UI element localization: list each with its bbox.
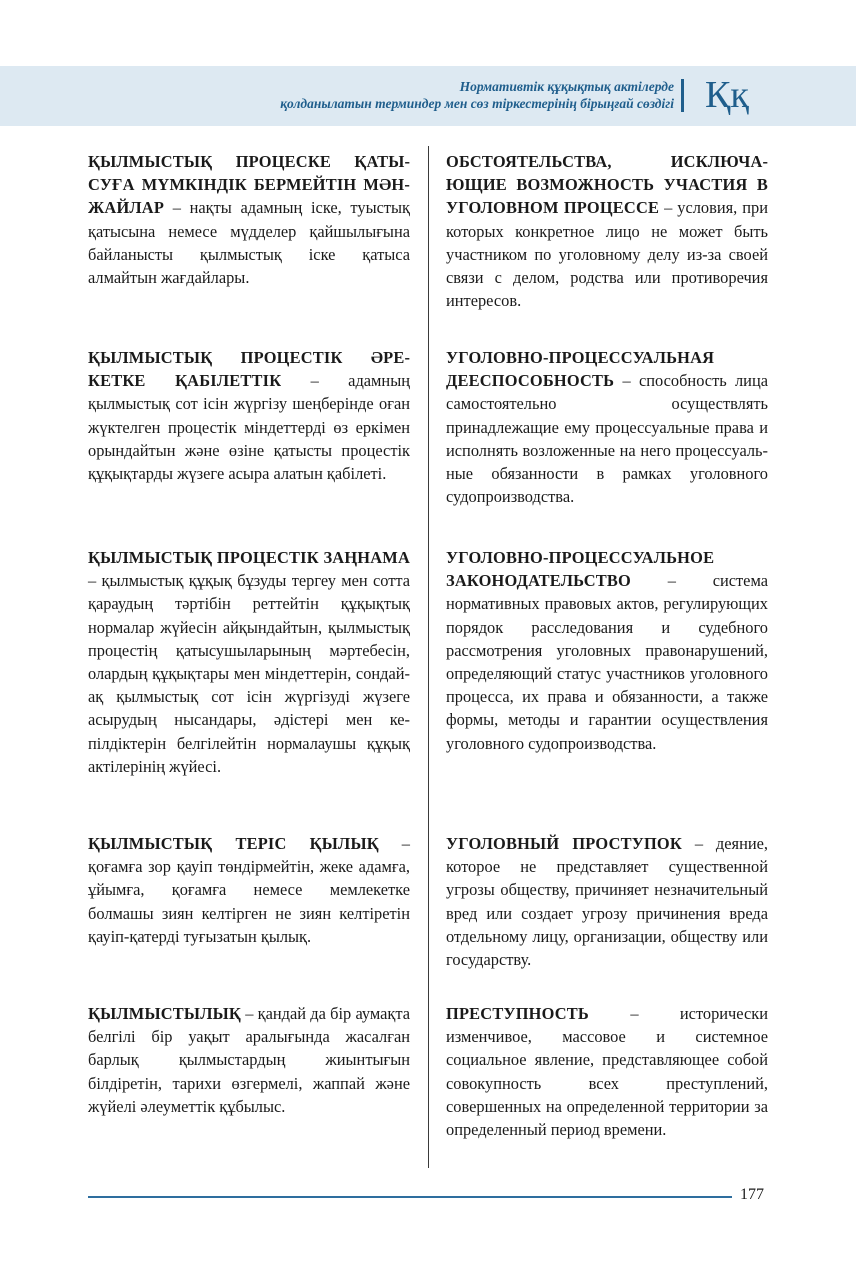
entry-definition: – нақты адамның іске, туыстық қатысына немесе мүдделер қайшылығына байланысты қылмыстық іске қатыса алмайтын жағдайлары. bbox=[88, 198, 410, 288]
entry-definition: – қоғамға зор қауіп төндірмейтін, жеке адамға, ұйымға, қоғамға немесе мемлекетке болмашы зиян келтірген не зиян келтіретін қауіп-қатерді туғызатын қылық. bbox=[88, 834, 410, 946]
section-letter: Ққ bbox=[705, 74, 749, 116]
entry-term: ҚЫЛМЫСТЫҚ ПРОЦЕСКЕ ҚАТЫСУҒА МҮМКІНДІК БЕРМЕЙТІН МӘН-ЖАЙЛАР bbox=[88, 152, 410, 218]
entry-term: УГОЛОВНО-ПРОЦЕССУАЛЬНОЕ ЗАКОНОДАТЕЛЬСТВО bbox=[446, 548, 715, 591]
entry-definition: – қылмыстық құқық бұзуды тергеу мен сотта қараудың тәртібін реттейтін құқықтық нормалар жүйесін айқындайтын, қылмыстық процестің қатысушыларының мәртебесін, олардың құқықтары мен міндеттерін, сондай-ақ қылмыстық сот ісін жүргізуді жүзеге асырудың нысандары, әдістері мен кепілдіктерін белгілейтін нормалаушы құқық актілерінің жүйесі. bbox=[88, 571, 410, 776]
footer-rule bbox=[88, 1196, 732, 1198]
running-header-title bbox=[280, 78, 674, 112]
dictionary-entry bbox=[446, 832, 768, 971]
dictionary-entry bbox=[88, 346, 410, 485]
entry-term: ПРЕСТУПНОСТЬ bbox=[446, 1004, 589, 1023]
running-header-line-1: Нормативтік құқықтық актілерде bbox=[459, 79, 674, 94]
entry-definition: – система нормативных правовых актов, регулирующих порядок расследования и судебного рассмотрения уголовных правонарушений, определяющий статус участников уголовного процесса, их права и обязанности, а также формы, методы и гарантии осуществления уголовного судопроизводства. bbox=[446, 571, 768, 753]
entry-term: ҚЫЛМЫСТЫҚ ПРОЦЕСТІК ӘРЕКЕТКЕ ҚАБІЛЕТТІК bbox=[88, 348, 410, 391]
column-divider bbox=[428, 146, 429, 1168]
dictionary-entry bbox=[446, 346, 768, 508]
entry-definition: – адамның қылмыстық сот ісін жүргізу шеңберінде оған жүктелген процестік міндеттерді өз еркімен орындайтын және өзіне қатысты процестік құқықтарды жүзеге асыра алатын қабілеті. bbox=[88, 371, 410, 484]
entry-definition: – деяние, которое не представляет существенной угрозы обществу, причиняет незначительный вред или создает угрозу причинения вреда отдельному лицу, организации, обществу или государству. bbox=[446, 834, 768, 970]
dictionary-entry bbox=[446, 150, 768, 312]
running-header-line-2: қолданылатын терминдер мен сөз тіркестерінің бірыңғай сөздігі bbox=[280, 96, 674, 111]
entry-term: ҚЫЛМЫСТЫҚ ПРОЦЕСТІК ЗАҢНАМА bbox=[88, 548, 410, 567]
entry-definition: – условия, при которых конкретное лицо не может быть участником по уголовному делу из-за своей связи с делом, родства или противоречия интересов. bbox=[446, 198, 768, 311]
entry-definition: – способность лица самостоятельно осуществлять принадлежащие ему процессуальные права и исполнять возложенные на него процессуальные обязанности в рамках уголовного судопроизводства. bbox=[446, 371, 768, 507]
dictionary-entry bbox=[446, 546, 768, 755]
header-separator-bar bbox=[681, 79, 684, 112]
dictionary-entry bbox=[88, 1002, 410, 1118]
entry-term: ҚЫЛМЫСТЫҚ ТЕРІС ҚЫЛЫҚ bbox=[88, 834, 379, 853]
entry-definition: – исторически изменчивое, массовое и системное социальное явление, представляющее собой совокупность всех преступлений, совершенных на определенной территории за определенный период времени. bbox=[446, 1004, 768, 1140]
dictionary-entry bbox=[446, 1002, 768, 1141]
page-number: 177 bbox=[740, 1186, 764, 1203]
dictionary-entry bbox=[88, 832, 410, 948]
entry-term: УГОЛОВНЫЙ ПРОСТУПОК bbox=[446, 834, 682, 853]
entry-term: ҚЫЛМЫСТЫЛЫҚ bbox=[88, 1004, 242, 1023]
entry-definition: – қандай да бір аумақта белгілі бір уақыт аралығында жасалған барлық қылмыстардың жиынтығын білдіретін, тарихи өзгермелі, жаппай және жүйелі әлеуметтік құбылыс. bbox=[88, 1004, 410, 1116]
entry-term: УГОЛОВНО-ПРОЦЕССУАЛЬНАЯ ДЕЕСПОСОБНОСТЬ bbox=[446, 348, 715, 391]
entry-term: ОБСТОЯТЕЛЬСТВА, ИСКЛЮЧАЮЩИЕ ВОЗМОЖНОСТЬ УЧАСТИЯ В УГОЛОВНОМ ПРОЦЕССЕ bbox=[446, 152, 768, 218]
dictionary-entry bbox=[88, 150, 410, 289]
dictionary-entry bbox=[88, 546, 410, 778]
